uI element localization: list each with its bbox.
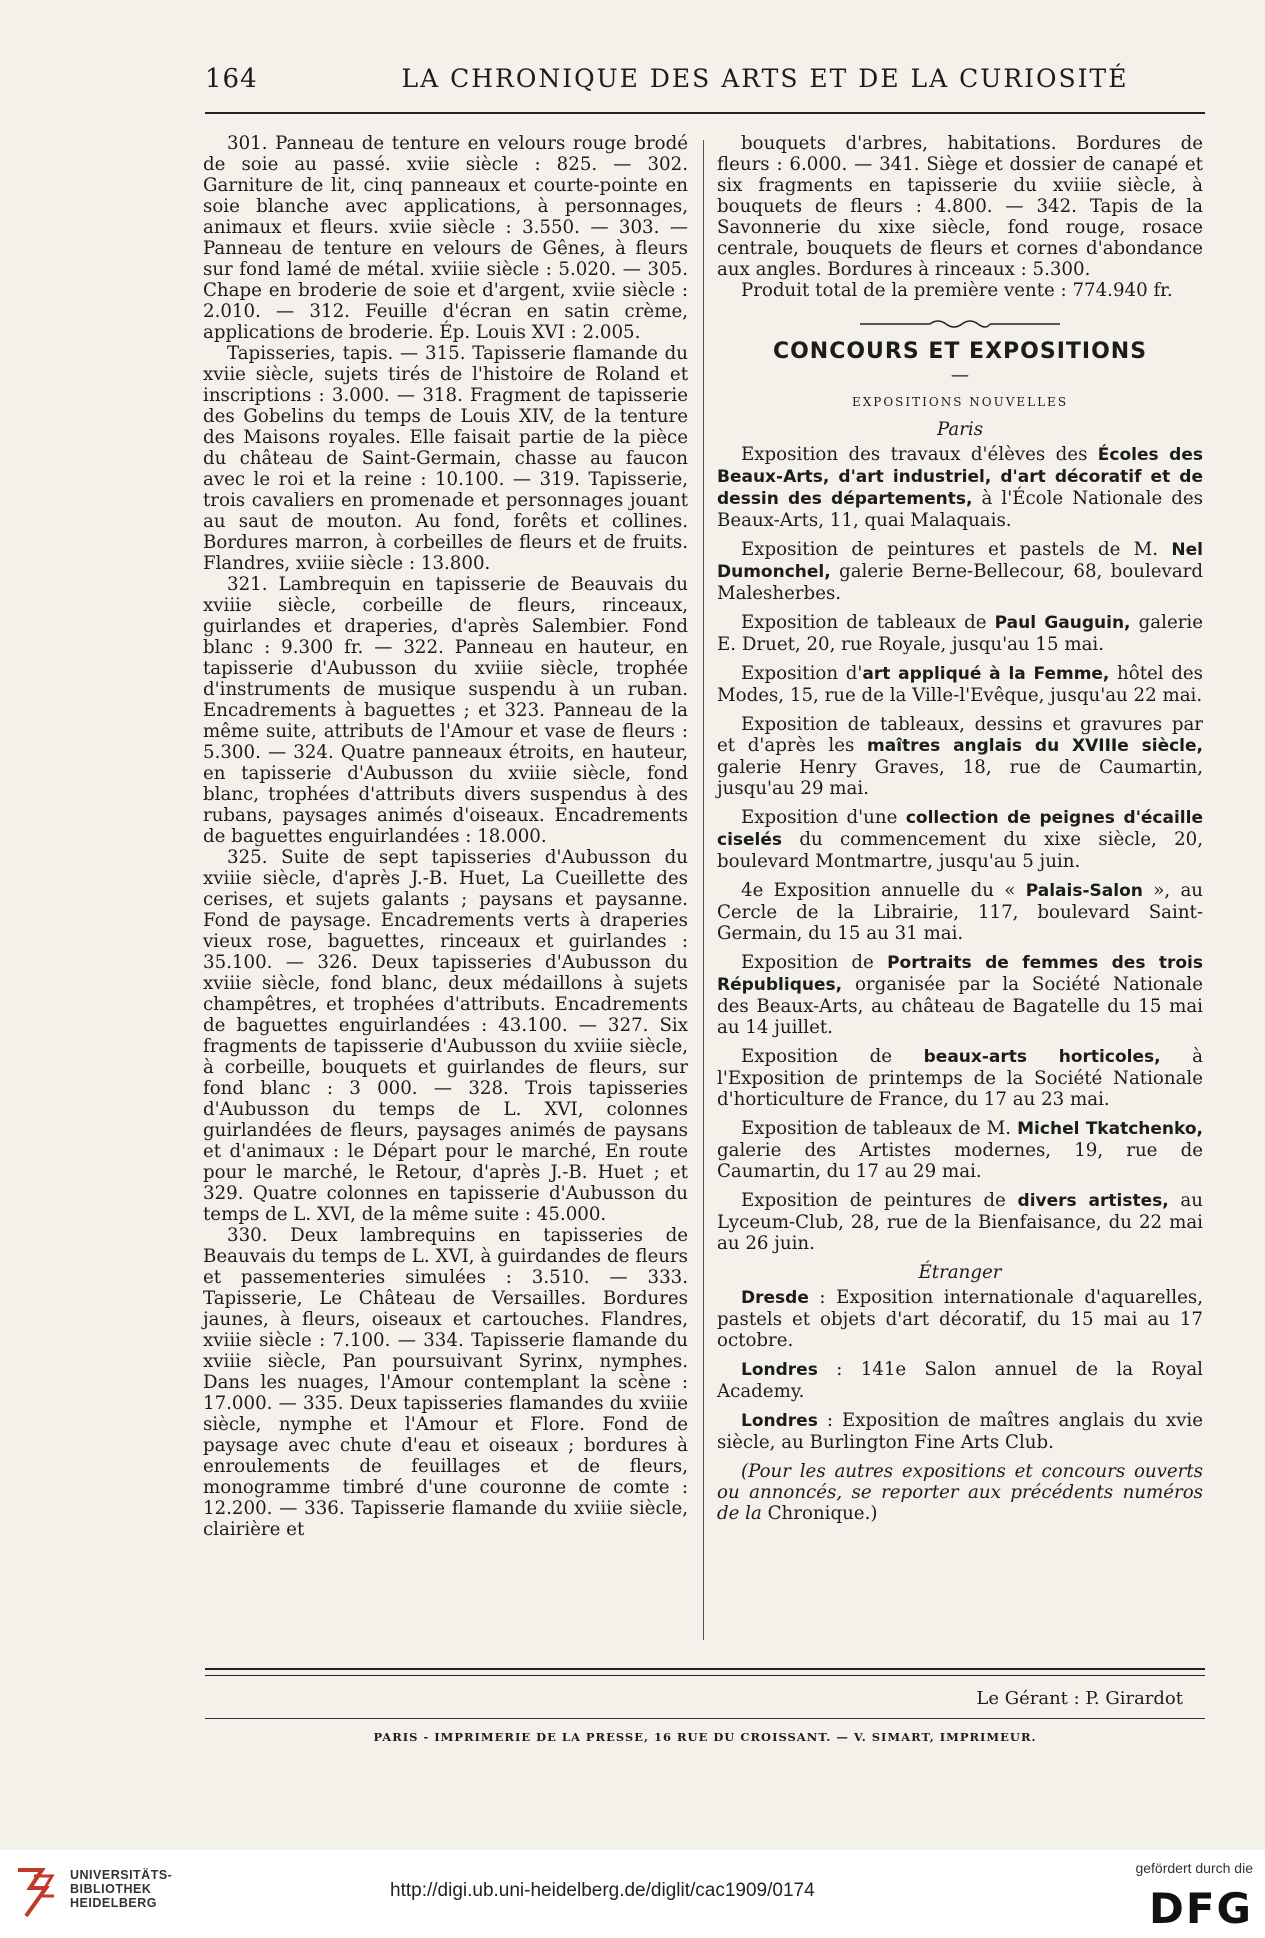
exhibition-entry: Londres : Exposition de maîtres anglais du xvie siècle, au Burlington Fine Arts Club. — [717, 1410, 1203, 1453]
exhibition-entry: Exposition de beaux-arts horticoles, à l'Exposition de printemps de la Société Nationale d'horticulture de France, du 17 au 23 mai. — [717, 1046, 1204, 1110]
printer-imprint: PARIS - IMPRIMERIE DE LA PRESSE, 16 RUE DU CROISSANT. — V. SIMART, IMPRIMEUR. — [373, 1730, 1037, 1744]
exhibition-entry: Exposition de tableaux, dessins et gravures par et d'après les maîtres anglais du XVIIIe siècle, galerie Henry Graves, 18, rue de Caumartin, jusqu'au 29 mai. — [717, 714, 1204, 799]
bottom-double-rule — [205, 1668, 1205, 1676]
exhibition-entry: Exposition de Portraits de femmes des trois Républiques, organisée par la Société Nationale des Beaux-Arts, au château de Bagatelle du 15 mai au 14 juillet. — [717, 952, 1203, 1038]
exhibition-entry: Exposition des travaux d'élèves des Écoles des Beaux-Arts, d'art industriel, d'art décoratif et de dessin des départements, à l'École Nationale des Beaux-Arts, 11, quai Malaquais. — [717, 444, 1203, 531]
running-head — [205, 64, 1205, 104]
paragraph: 325. Suite de sept tapisseries d'Aubusson du xviiie siècle, d'après J.-B. Huet, La Cueillette des cerises, et sujets galants ; paysans et paysanne. Fond de paysage. Encadrements verts à draperies vieux rose, baguettes, rinceaux et guirlandes : 35.100. — 326. Deux tapisseries d'Aubusson du xviiie siècle, fond blanc, deux médaillons à sujets champêtres, et trophées d'attributs. Encadrements de baguettes enguirlandées : 43.100. — 327. Six fragments de tapisserie d'Aubusson du xviiie siècle, à corbeille, bouquets et guirlandes de fleurs, sur fond blanc : 3 000. — 328. Trois tapisseries d'Aubusson du temps de L. XVI, colonnes guirlandées de fleurs, paysages animés de paysans et d'animaux : le Départ pour le marché, En route pour le marché, le Retour, d'après J.-B. Huet ; et 329. Quatre colonnes en tapisserie d'Aubusson du temps de L. XVI, de la même suite : 45.000. — [203, 847, 688, 1225]
ornament-icon — [860, 317, 1060, 331]
page-number: 164 — [205, 64, 258, 94]
exhibition-entry: Exposition d'une collection de peignes d'écaille ciselés du commencement du xixe siècle, 20, boulevard Montmartre, jusqu'au 5 juin. — [717, 807, 1203, 872]
exhibition-entry: Exposition de tableaux de M. Michel Tkatchenko, galerie des Artistes modernes, 19, rue de Caumartin, du 17 au 29 mai. — [717, 1118, 1203, 1182]
gerant-signature: Le Gérant : P. Girardot — [976, 1688, 1183, 1709]
subsection-title: EXPOSITIONS NOUVELLES — [851, 395, 1069, 409]
digitization-footer — [0, 1850, 1265, 1938]
paragraph: Tapisseries, tapis. — 315. Tapisserie flamande du xviie siècle, sujets tirés de l'histoire de Roland et inscriptions : 3.000. — 318. Fragment de tapisserie des Gobelins du temps de Louis XIV, de la tenture des Maisons royales. Elle faisait partie de la pièce du château de Saint-Germain, chasse au faucon avec le roi et la reine : 10.100. — 319. Tapisserie, trois cavaliers en promenade et personnages jouant au saut de mouton. Au fond, forêts et collines. Bordures marron, à corbeilles de fleurs et de fruits. Flandres, xviiie siècle : 13.800. — [203, 343, 688, 574]
journal-title: LA CHRONIQUE DES ARTS ET DE LA CURIOSITÉ — [401, 64, 1129, 93]
library-name: UNIVERSITÄTS- BIBLIOTHEK HEIDELBERG — [70, 1868, 173, 1910]
paragraph: 330. Deux lambrequins en tapisseries de Beauvais du temps de L. XVI, à guirdandes de fleurs et passementeries simulées : 3.510. — 333. Tapisserie, Le Château de Versailles. Bordures jaunes, à fleurs, oiseaux et cartouches. Flandres, xviiie siècle : 7.100. — 334. Tapisserie flamande du xviiie siècle, Pan poursuivant Syrinx, nymphes. Dans les nuages, l'Amour contemplant la scène : 17.000. — 335. Deux tapisseries flamandes du xviiie siècle, nymphe et l'Amour et Flore. Fond de paysage avec chute d'eau et oiseaux ; bordures à enroulements de feuillages et de fleurs, monogramme timbré d'une couronne de comte : 12.200. — 336. Tapisserie flamande du xviiie siècle, clairière et — [203, 1225, 688, 1540]
exhibition-entry: Exposition de peintures de divers artistes, au Lyceum-Club, 28, rue de la Bienfaisance, du 22 mai au 26 juin. — [717, 1190, 1203, 1254]
university-library-logo-icon — [12, 1862, 60, 1922]
paragraph: 301. Panneau de tenture en velours rouge brodé de soie au passé. xviie siècle : 825. — 302. Garniture de lit, cinq panneaux et courte-pointe en soie blanche avec applications, à personnages, animaux et fleurs. xviie siècle : 3.550. — 303. — Panneau de tenture en velours de Gênes, à fleurs sur fond lamé de métal. xviiie siècle : 5.020. — 305. Chape en broderie de soie et d'argent, xviie siècle : 2.010. — 312. Feuille d'écran en satin crème, applications de broderie. Ép. Louis XVI : 2.005. — [203, 133, 688, 343]
exhibition-entry: Exposition d'art appliqué à la Femme, hôtel des Modes, 15, rue de la Ville-l'Evêque, jusqu'au 22 mai. — [717, 663, 1203, 706]
left-column — [203, 133, 688, 1540]
continuation-paragraph: bouquets d'arbres, habitations. Bordures de fleurs : 6.000. — 341. Siège et dossier de canapé et six fragments en tapisserie du xviiie siècle, à bouquets de fleurs : 4.800. — 342. Tapis de la Savonnerie du xixe siècle, fond rouge, rosace centrale, bouquets de fleurs et cornes d'abondance aux angles. Bordures à rinceaux : 5.300. — [717, 133, 1203, 280]
right-column — [717, 133, 1203, 1524]
funding-text: gefördert durch die — [1135, 1860, 1253, 1876]
city-heading-etranger: Étranger — [918, 1262, 1002, 1283]
exhibition-entry: Exposition de peintures et pastels de M. Nel Dumonchel, galerie Berne-Bellecour, 68, boulevard Malesherbes. — [717, 539, 1203, 604]
exhibition-entry: Exposition de tableaux de Paul Gauguin, galerie E. Druet, 20, rue Royale, jusqu'au 15 mai. — [717, 612, 1203, 655]
exhibition-entry: 4e Exposition annuelle du « Palais-Salon », au Cercle de la Librairie, 117, boulevard Saint-Germain, du 15 au 31 mai. — [717, 880, 1204, 944]
closing-note: (Pour les autres expositions et concours ouverts ou annoncés, se reporter aux précédents numéros de la Chronique.) — [717, 1461, 1203, 1524]
ornament-divider — [717, 315, 1203, 329]
dfg-logo-icon: DFG — [1148, 1884, 1253, 1933]
header-rule — [205, 112, 1205, 114]
exhibition-entry: Dresde : Exposition internationale d'aquarelles, pastels et objets d'art décoratif, du 15 mai au 17 octobre. — [717, 1287, 1203, 1351]
city-heading-paris: Paris — [936, 419, 984, 440]
permalink-url[interactable]: http://digi.ub.uni-heidelberg.de/diglit/cac1909/0174 — [390, 1880, 815, 1901]
sale-total: Produit total de la première vente : 774.940 fr. — [741, 280, 1173, 301]
section-title: CONCOURS ET EXPOSITIONS — [772, 339, 1148, 364]
section-dash: — — [950, 365, 970, 386]
exhibition-entry: Londres : 141e Salon annuel de la Royal Academy. — [717, 1359, 1203, 1402]
column-divider — [703, 140, 704, 1640]
paragraph: 321. Lambrequin en tapisserie de Beauvais du xviiie siècle, corbeille de fleurs, rinceaux, guirlandes et draperies, d'après Salembier. Fond blanc : 9.300 fr. — 322. Panneau en hauteur, en tapisserie d'Aubusson du xviiie siècle, trophée d'instruments de musique suspendu à un ruban. Encadrements à baguettes ; et 323. Panneau de la même suite, attributs de l'Amour et vase de fleurs : 5.300. — 324. Quatre panneaux étroits, en hauteur, en tapisserie d'Aubusson du xviiie siècle, fond blanc, trophées d'attributs divers suspendus à des rubans, paysages animés d'oiseaux. Encadrements de baguettes enguirlandées : 18.000. — [203, 574, 688, 847]
imprint-rule — [205, 1718, 1205, 1719]
